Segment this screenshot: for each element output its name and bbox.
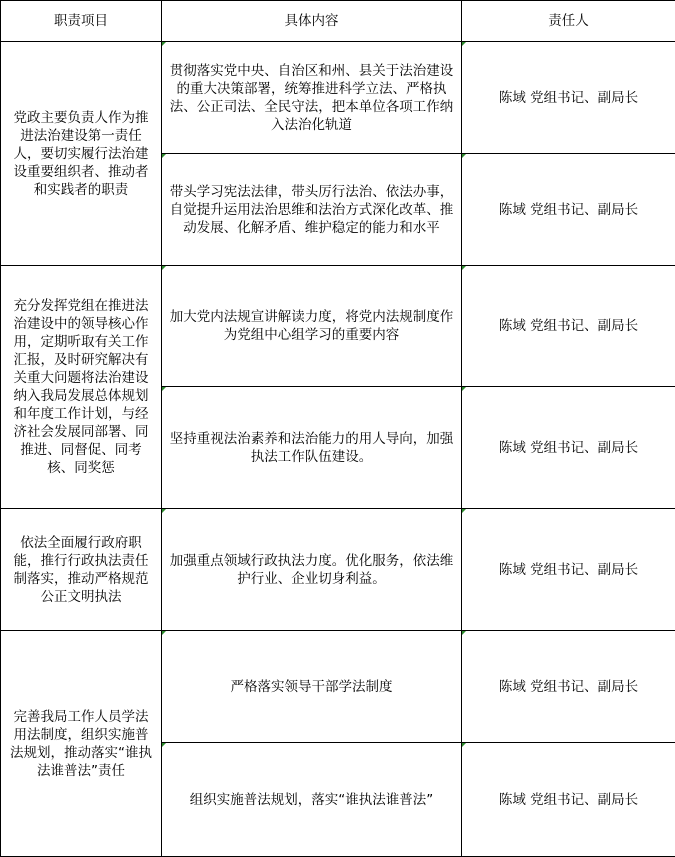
cell-marker	[462, 509, 466, 513]
person-cell	[462, 509, 675, 631]
duty-item: 充分发挥党组在推进法治建设中的领导核心作用，定期听取有关工作汇报，及时研究解决有关重大问题将法治建设纳入我局发展总体规划和年度工作计划，与经济社会发展同部署、同推进、同督促、同考核、同奖惩	[1, 266, 162, 509]
table-row	[1, 631, 675, 743]
content-text: 组织实施普法规划，落实“谁执法谁普法”	[189, 791, 434, 808]
person-text: 陈域 党组书记、副局长	[498, 201, 639, 218]
person-cell	[462, 387, 675, 509]
person-text: 陈域 党组书记、副局长	[498, 791, 639, 808]
content-text: 带头学习宪法法律，带头厉行法治、依法办事，自觉提升运用法治思维和法治方式深化改革、推动发展、化解矛盾、维护稳定的能力和水平	[169, 183, 454, 236]
content-text: 加大党内法规宣讲解读力度，将党内法规制度作为党组中心组学习的重要内容	[169, 309, 454, 343]
duty-item: 党政主要负责人作为推进法治建设第一责任人，要切实履行法治建设重要组织者、推动者和实践者的职责	[1, 42, 162, 266]
cell-marker	[162, 154, 166, 158]
cell-marker	[462, 154, 466, 158]
content-text: 贯彻落实党中央、自治区和州、县关于法治建设的重大决策部署，统筹推进科学立法、严格执法、公正司法、全民守法，把本单位各项工作纳入法治化轨道	[169, 62, 454, 133]
person-cell	[462, 266, 675, 387]
person-text: 陈域 党组书记、副局长	[498, 318, 639, 334]
person-text: 陈域 党组书记、副局长	[498, 561, 639, 578]
cell-marker	[462, 743, 466, 747]
cell-marker	[462, 631, 466, 635]
cell-marker	[162, 743, 166, 747]
content-cell	[162, 743, 462, 857]
content-cell	[162, 154, 462, 266]
table-row	[1, 42, 675, 154]
person-cell	[462, 631, 675, 743]
duty-item: 依法全面履行政府职能，推行行政执法责任制落实，推动严格规范公正文明执法	[1, 509, 162, 631]
cell-marker	[462, 387, 466, 391]
cell-marker	[162, 42, 166, 46]
person-cell	[462, 42, 675, 154]
person-text: 陈域 党组书记、副局长	[498, 89, 639, 106]
content-text: 坚持重视法治素养和法治能力的用人导向，加强执法工作队伍建设。	[169, 430, 454, 465]
duty-item: 完善我局工作人员学法用法制度，组织实施普法规划，推动落实“谁执法谁普法”责任	[1, 631, 162, 857]
table-row	[1, 509, 675, 631]
table-header-row	[1, 1, 675, 42]
person-text: 陈域 党组书记、副局长	[498, 678, 639, 695]
content-cell	[162, 42, 462, 154]
cell-marker	[162, 631, 166, 635]
cell-marker	[462, 266, 466, 270]
content-text: 严格落实领导干部学法制度	[230, 678, 393, 695]
content-cell	[162, 387, 462, 509]
cell-marker	[162, 266, 166, 270]
content-cell	[162, 509, 462, 631]
header-person: 责任人	[462, 1, 675, 42]
content-cell	[162, 631, 462, 743]
header-item: 职责项目	[1, 1, 162, 42]
cell-marker	[462, 42, 466, 46]
content-cell	[162, 266, 462, 387]
person-cell	[462, 743, 675, 857]
cell-marker	[162, 509, 166, 513]
person-text: 陈域 党组书记、副局长	[498, 439, 639, 456]
person-cell	[462, 154, 675, 266]
header-content: 具体内容	[162, 1, 462, 42]
table-row	[1, 266, 675, 387]
cell-marker	[162, 387, 166, 391]
content-text: 加强重点领域行政执法力度。优化服务，依法维护行业、企业切身利益。	[169, 552, 454, 587]
